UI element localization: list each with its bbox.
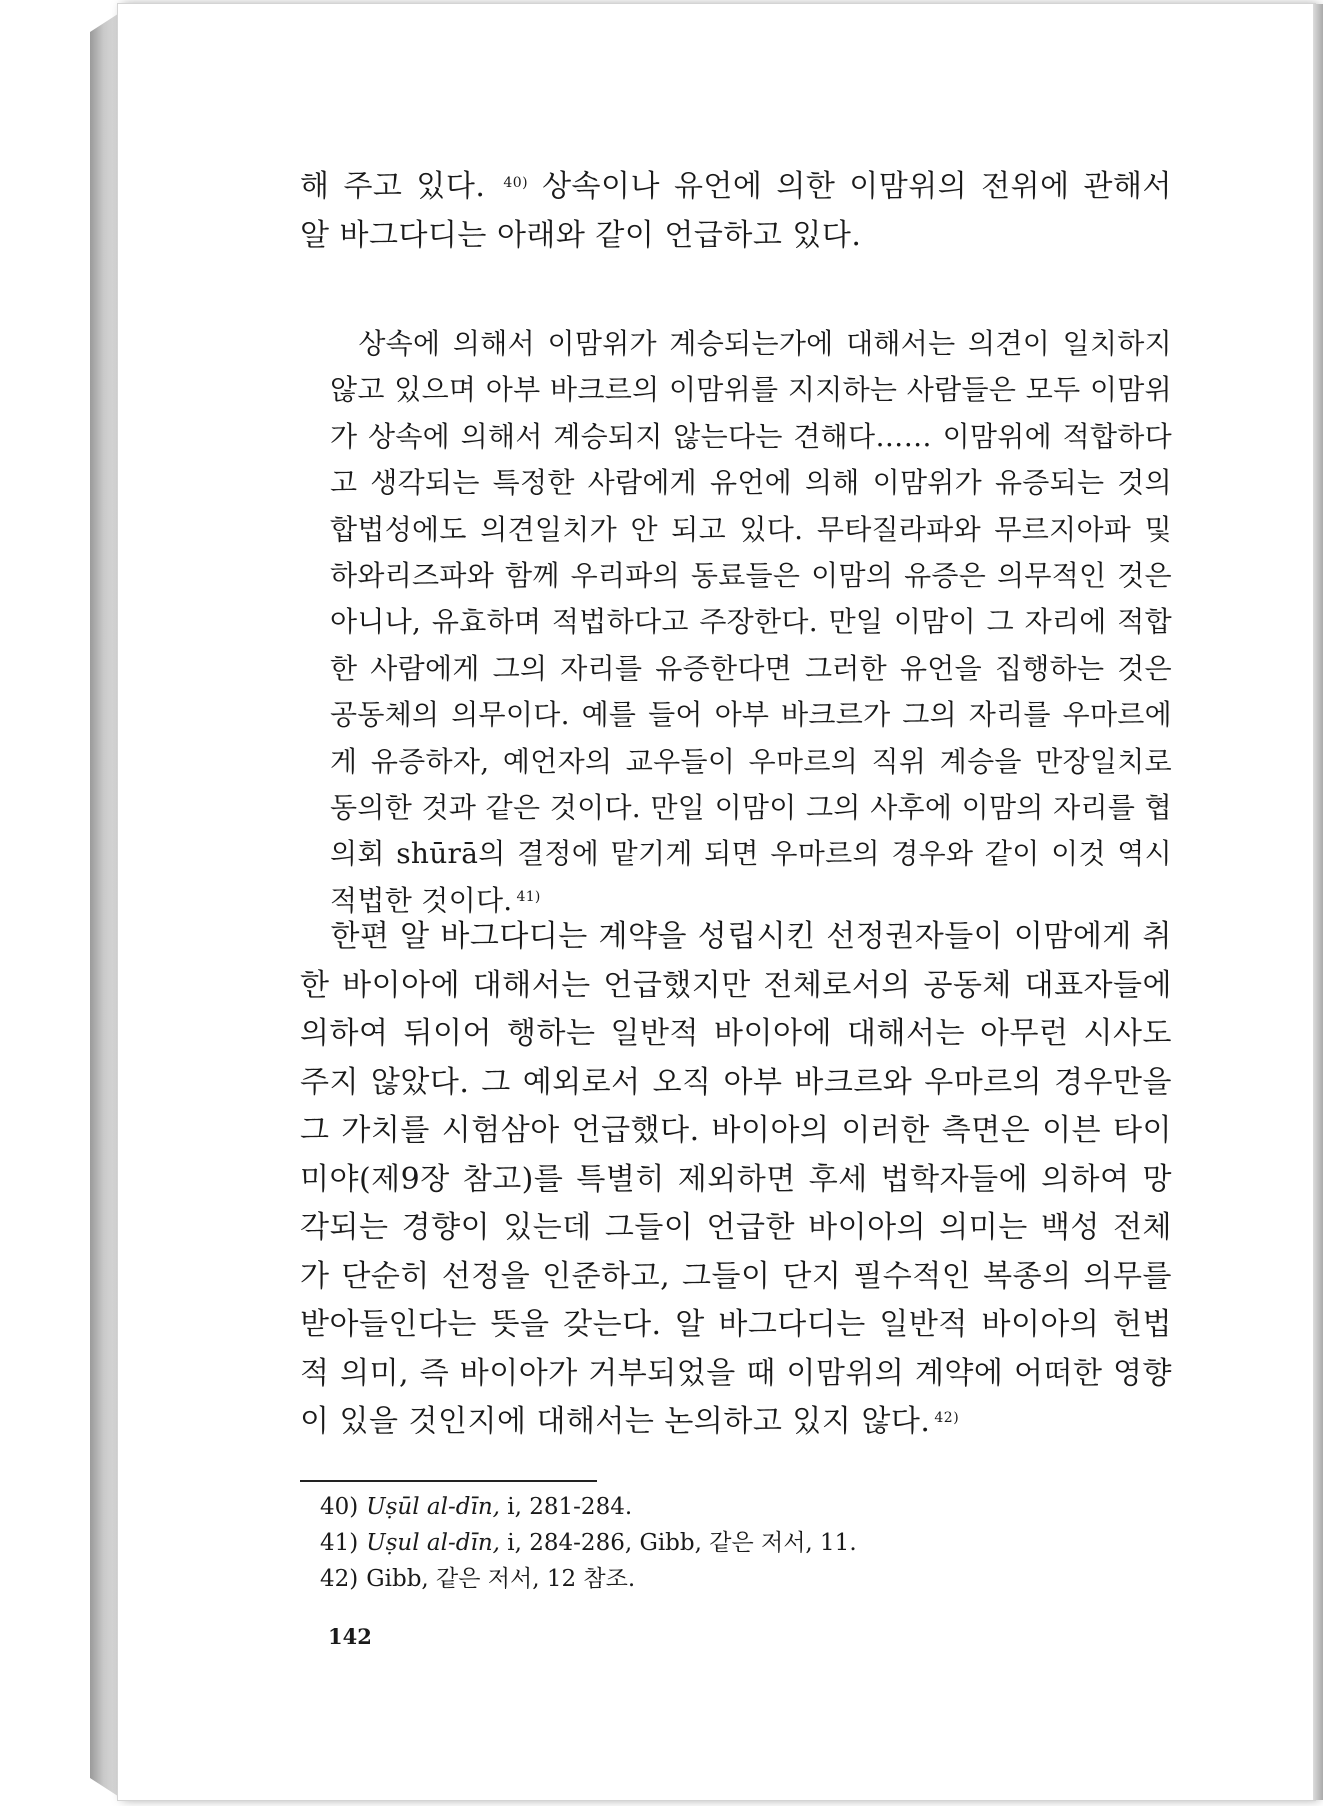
footnote-ref-42: 42) — [934, 1410, 960, 1426]
footnote-divider — [300, 1480, 597, 1482]
body-paragraph-2 — [300, 913, 1172, 1447]
footnote-number: 42) — [320, 1566, 359, 1592]
footnote-ref-40: 40) — [503, 175, 529, 191]
quotation-text: 상속에 의해서 이맘위가 계승되는가에 대해서는 의견이 일치하지 않고 있으며 아부 바크르의 이맘위를 지지하는 사람들은 모두 이맘위가 상속에 의해서 계승되지 않는다는 견해다…… 이맘위에 적합하다고 생각되는 특정한 사람에게 유언에 의해 이맘위가 유증되는 것의 합법성에도 의견일치가 안 되고 있다. 무타질라파와 무르지아파 및 하와리즈파와 함께 우리파의 동료들은 이맘의 유증은 의무적인 것은 아니나, 유효하며 적법하다고 주장한다. 만일 이맘이 그 자리에 적합한 사람에게 그의 자리를 유증한다면 그러한 유언을 집행하는 것은 공동체의 의무이다. 예를 들어 아부 바크르가 그의 자리를 우마르에게 유증하자, 예언자의 교우들이 우마르의 직위 계승을 만장일치로 동의한 것과 같은 것이다. 만일 이맘이 그의 사후에 이맘의 자리를 협의회 shūrā의 결정에 맡기게 되면 우마르의 경우와 같이 이것 역시 적법한 것이다. — [330, 327, 1172, 917]
page-right-edge-shadow — [1313, 4, 1323, 1800]
footnote-number: 41) — [320, 1530, 359, 1556]
paragraph-1-text-continued: 상속이나 유언에 의한 이맘위의 전위에 관해서 알 바그다디는 아래와 같이 언급하고 있다. — [300, 169, 1172, 253]
footnote-source-title: Uṣul al-dīn, — [366, 1530, 500, 1556]
footnote-detail: Gibb, 같은 저서, 12 참조. — [366, 1566, 636, 1592]
page-number: 142 — [328, 1624, 372, 1649]
footnote-42 — [320, 1561, 1080, 1597]
footnote-detail: i, 281-284. — [499, 1494, 633, 1520]
footnote-number: 40) — [320, 1494, 359, 1520]
footnote-source-title: Uṣūl al-dīn, — [366, 1494, 500, 1520]
block-quotation — [330, 321, 1172, 924]
paragraph-2-text: 한편 알 바그다디는 계약을 성립시킨 선정권자들이 이맘에게 취한 바이아에 대해서는 언급했지만 전체로서의 공동체 대표자들에 의하여 뒤이어 행하는 일반적 바이아에 대해서는 아무런 시사도 주지 않았다. 그 예외로서 오직 아부 바크르와 우마르의 경우만을 그 가치를 시험삼아 언급했다. 바이아의 이러한 측면은 이븐 타이미야(제9장 참고)를 특별히 제외하면 후세 법학자들에 의하여 망각되는 경향이 있는데 그들이 언급한 바이아의 의미는 백성 전체가 단순히 선정을 인준하고, 그들이 단지 필수적인 복종의 의무를 받아들인다는 뜻을 갖는다. 알 바그다디는 일반적 바이아의 헌법적 의미, 즉 바이아가 거부되었을 때 이맘위의 계약에 어떠한 영향이 있을 것인지에 대해서는 논의하고 있지 않다. — [300, 919, 1172, 1439]
paragraph-1-text: 해 주고 있다. — [300, 169, 500, 204]
footnote-detail: i, 284-286, Gibb, 같은 저서, 11. — [499, 1530, 857, 1556]
footnote-41 — [320, 1525, 1080, 1561]
footnotes — [320, 1489, 1080, 1597]
body-paragraph-1 — [300, 163, 1172, 260]
footnote-40 — [320, 1489, 1080, 1525]
footnote-ref-41: 41) — [516, 888, 541, 905]
